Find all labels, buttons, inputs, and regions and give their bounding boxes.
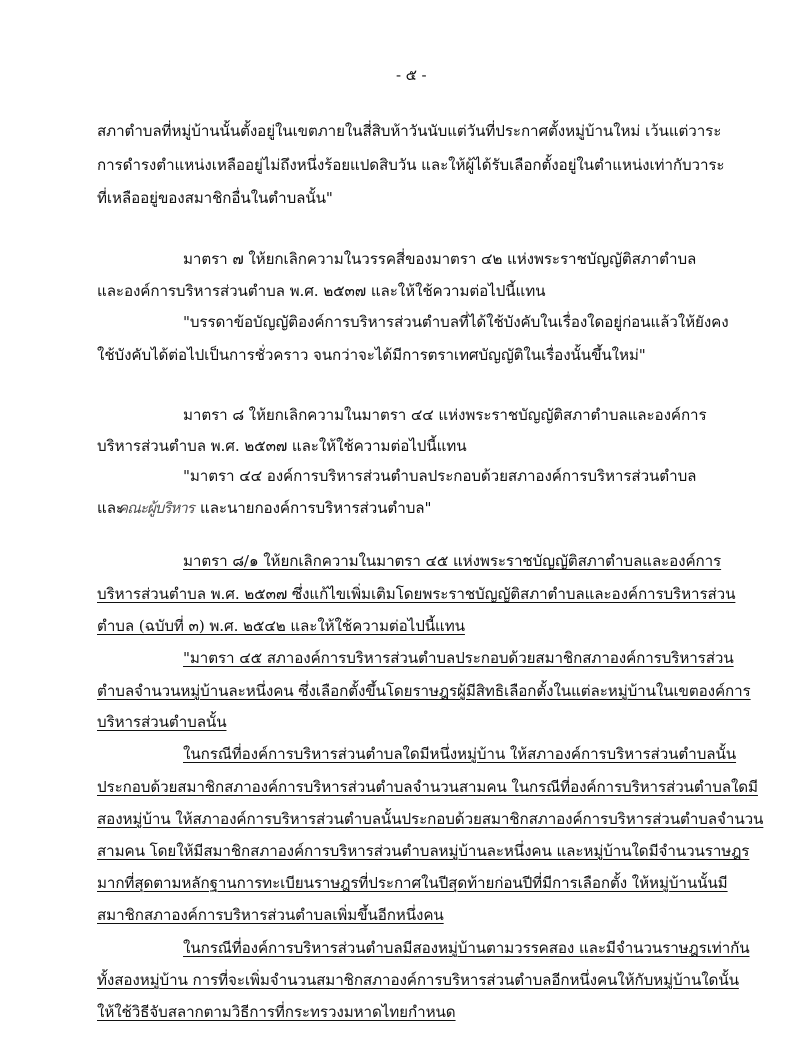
text-line: มากที่สุดตามหลักฐานการทะเบียนราษฎรที่ประกาศในปีสุดท้ายก่อนปีที่มีการเลือกตั้ง ให้หมู่บ้านนั้นมี bbox=[97, 874, 728, 892]
text-line: สภาตำบลที่หมู่บ้านนั้นตั้งอยู่ในเขตภายในสี่สิบห้าวันนับแต่วันที่ประกาศตั้งหมู่บ้านใหม่ เว้นแต่วาระ bbox=[97, 122, 722, 140]
text-line: สมาชิกสภาองค์การบริหารส่วนตำบลเพิ่มขึ้นอีกหนึ่งคน bbox=[97, 906, 444, 924]
text-line: "มาตรา ๔๔ องค์การบริหารส่วนตำบลประกอบด้วยสภาองค์การบริหารส่วนตำบล bbox=[183, 467, 697, 485]
text-line: ในกรณีที่องค์การบริหารส่วนตำบลใดมีหนึ่งหมู่บ้าน ให้สภาองค์การบริหารส่วนตำบลนั้น bbox=[183, 745, 737, 763]
text-line: บริหารส่วนตำบล พ.ศ. ๒๕๓๗ ซึ่งแก้ไขเพิ่มเติมโดยพระราชบัญญัติสภาตำบลและองค์การบริหารส่วน bbox=[97, 585, 736, 603]
text-line: ให้ใช้วิธีจับสลากตามวิธีการที่กระทรวงมหาดไทยกำหนด bbox=[97, 1003, 456, 1021]
text-line: ใช้บังคับได้ต่อไปเป็นการชั่วคราว จนกว่าจะได้มีการตราเทศบัญญัติในเรื่องนั้นขึ้นใหม่" bbox=[97, 346, 646, 364]
text-line: ในกรณีที่องค์การบริหารส่วนตำบลมีสองหมู่บ้านตามวรรคสอง และมีจำนวนราษฎรเท่ากัน bbox=[183, 939, 750, 957]
text-line: ทั้งสองหมู่บ้าน การที่จะเพิ่มจำนวนสมาชิกสภาองค์การบริหารส่วนตำบลอีกหนึ่งคนให้กับหมู่บ้านใดนั้น bbox=[97, 971, 739, 989]
text-line: บริหารส่วนตำบล พ.ศ. ๒๕๓๗ และให้ใช้ความต่อไปนี้แทน bbox=[97, 437, 467, 455]
text-line: สองหมู่บ้าน ให้สภาองค์การบริหารส่วนตำบลนั้นประกอบด้วยสมาชิกสภาองค์การบริหารส่วนตำบลจำนวน bbox=[97, 810, 764, 828]
text-line: ประกอบด้วยสมาชิกสภาองค์การบริหารส่วนตำบลจำนวนสามคน ในกรณีที่องค์การบริหารส่วนตำบลใดมี bbox=[97, 778, 758, 796]
text-line: ที่เหลืออยู่ของสมาชิกอื่นในตำบลนั้น" bbox=[97, 189, 333, 207]
text-line: "มาตรา ๔๕ สภาองค์การบริหารส่วนตำบลประกอบด้วยสมาชิกสภาองค์การบริหารส่วน bbox=[183, 649, 734, 667]
text-line: และองค์การบริหารส่วนตำบล พ.ศ. ๒๕๓๗ และให้ใช้ความต่อไปนี้แทน bbox=[97, 282, 546, 300]
text-line: ตำบล (ฉบับที่ ๓) พ.ศ. ๒๕๔๒ และให้ใช้ความต่อไปนี้แทน bbox=[97, 617, 465, 635]
text-line: "บรรดาข้อบัญญัติองค์การบริหารส่วนตำบลที่ได้ใช้บังคับในเรื่องใดอยู่ก่อนแล้วให้ยังคง bbox=[183, 313, 729, 331]
text-line: มาตรา ๗ ให้ยกเลิกความในวรรคสี่ของมาตรา ๔๒ แห่งพระราชบัญญัติสภาตำบล bbox=[183, 250, 697, 268]
text-line: มาตรา ๘/๑ ให้ยกเลิกความในมาตรา ๔๕ แห่งพระราชบัญญัติสภาตำบลและองค์การ bbox=[183, 552, 722, 570]
text-line: และนายกองค์การบริหารส่วนตำบล" bbox=[200, 499, 432, 517]
text-line: การดำรงตำแหน่งเหลืออยู่ไม่ถึงหนึ่งร้อยแปดสิบวัน และให้ผู้ได้รับเลือกตั้งอยู่ในตำแหน่งเท่ากับวาระ bbox=[97, 156, 725, 174]
text-line-prefix: และ bbox=[97, 499, 124, 517]
handwritten-overlay: คณะผู้บริหาร bbox=[118, 499, 194, 517]
text-line: บริหารส่วนตำบลนั้น bbox=[97, 713, 227, 731]
text-line: สามคน โดยให้มีสมาชิกสภาองค์การบริหารส่วนตำบลหมู่บ้านละหนึ่งคน และหมู่บ้านใดมีจำนวนราษฎร bbox=[97, 842, 750, 860]
page-number: - ๕ - bbox=[396, 66, 427, 84]
text-line: ตำบลจำนวนหมู่บ้านละหนึ่งคน ซึ่งเลือกตั้งขึ้นโดยราษฎรผู้มีสิทธิเลือกตั้งในแต่ละหมู่บ้านในเขตองค์การ bbox=[97, 682, 751, 700]
text-line: มาตรา ๘ ให้ยกเลิกความในมาตรา ๔๔ แห่งพระราชบัญญัติสภาตำบลและองค์การ bbox=[183, 406, 707, 424]
